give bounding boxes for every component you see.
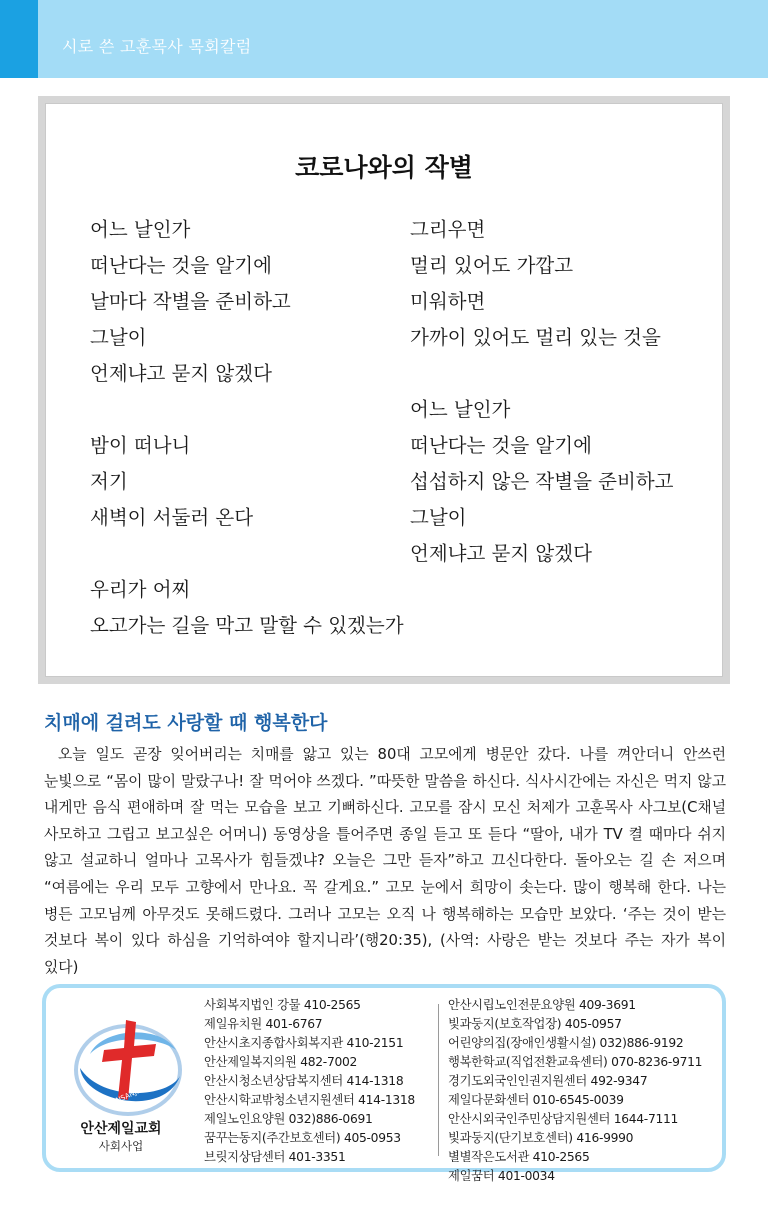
directory-entry: 빛과둥지(보호작업장) 405-0957 xyxy=(448,1017,622,1031)
directory-entry: 빛과둥지(단기보호센터) 416-9990 xyxy=(448,1131,634,1145)
poem-line: 오고가는 길을 막고 말할 수 있겠는가 xyxy=(90,614,404,637)
directory-left-list xyxy=(204,996,415,1167)
stanza-break xyxy=(90,392,404,428)
directory-divider xyxy=(438,1004,439,1156)
directory-entry: 제일유치원 401-6767 xyxy=(204,1017,323,1031)
poem-line: 떠난다는 것을 알기에 xyxy=(410,434,592,457)
directory-entry: 제일꿈터 401-0034 xyxy=(448,1169,555,1183)
poem-frame xyxy=(38,96,730,684)
church-logo-icon xyxy=(72,1014,190,1126)
directory-entry: 제일노인요양원 032)886-0691 xyxy=(204,1112,373,1126)
stanza-break xyxy=(90,536,404,572)
poem-line: 언제냐고 묻지 않겠다 xyxy=(90,362,272,385)
essay-body: 오늘 일도 곧장 잊어버리는 치매를 앓고 있는 80대 고모에게 병문안 갔다. 나를 껴안더니 안쓰런 눈빛으로 “몸이 많이 말랐구나! 잘 먹어야 쓰겠다. ”따뜻한 말씀을 하신다. 식사시간에는 자신은 먹지 않고 내게만 음식 편애하며 잘 먹는 모습을 보고 기뻐하신다. 고모를 잠시 모신 처제가 고훈목사 사그보(C채널 사모하고 그립고 보고싶은 어머니) 동영상을 틀어주면 종일 듣고 또 듣다 “딸아, 내가 TV 켤 때마다 쉬지 않고 설교하니 얼마나 고목사가 힘들겠냐? 오늘은 그만 듣자”하고 끄신다한다. 돌아오는 길 손 저으며 “여름에는 우리 모두 고향에서 만나요. 꼭 갈게요.” 고모 눈에서 희망이 솟는다. 많이 행복해 한다. 나는 병든 고모님께 아무것도 못해드렸다. 그러나 고모는 오직 나 행복해하는 모습만 보았다. ‘주는 것이 받는 것보다 복이 있다 하심을 기억하여야 할지니라’(행20:35), (사역: 사랑은 받는 것보다 주는 자가 복이 있다) xyxy=(44,746,726,976)
directory-entry: 안산시외국인주민상담지원센터 1644-7111 xyxy=(448,1112,679,1126)
church-subtitle: 사회사업 xyxy=(98,1139,144,1153)
directory-entry: 안산시청소년상담복지센터 414-1318 xyxy=(204,1074,404,1088)
directory-entry: 어린양의집(장애인생활시설) 032)886-9192 xyxy=(448,1036,684,1050)
column-series-title: 시로 쓴 고훈목사 목회칼럼 xyxy=(62,37,252,56)
directory-entry: 꿈꾸는동지(주간보호센터) 405-0953 xyxy=(204,1131,401,1145)
directory-entry: 브릿지상담센터 401-3351 xyxy=(204,1150,346,1164)
poem-line: 그날이 xyxy=(410,506,467,529)
directory-entry: 안산시초지종합사회복지관 410-2151 xyxy=(204,1036,404,1050)
directory-right-list xyxy=(448,996,702,1186)
poem-line: 떠난다는 것을 알기에 xyxy=(90,254,272,277)
poem-line: 섭섭하지 않은 작별을 준비하고 xyxy=(410,470,674,493)
poem-title: 코로나와의 작별 xyxy=(295,153,473,182)
poem-line: 우리가 어찌 xyxy=(90,578,191,601)
poem-line: 그날이 xyxy=(90,326,147,349)
directory-entry: 안산제일복지의원 482-7002 xyxy=(204,1055,358,1069)
header-accent-bar xyxy=(0,0,38,78)
directory-entry: 사회복지법인 강물 410-2565 xyxy=(204,998,361,1012)
directory-entry: 별별작은도서관 410-2565 xyxy=(448,1150,590,1164)
directory-entry: 안산시학교밖청소년지원센터 414-1318 xyxy=(204,1093,415,1107)
poem-line: 언제냐고 묻지 않겠다 xyxy=(410,542,592,565)
directory-entry: 행복한학교(직업전환교육센터) 070-8236-9711 xyxy=(448,1055,703,1069)
stanza-break xyxy=(410,356,673,392)
directory-entry: 제일다문화센터 010-6545-0039 xyxy=(448,1093,624,1107)
poem-line: 새벽이 서둘러 온다 xyxy=(90,506,254,529)
poem-line: 미워하면 xyxy=(410,290,486,313)
poem-line: 어느 날인가 xyxy=(90,218,191,241)
poem-left-column xyxy=(90,212,404,644)
poem-line: 가까이 있어도 멀리 있는 것을 xyxy=(410,326,661,349)
church-name: 안산제일교회 xyxy=(80,1121,162,1137)
poem-line: 어느 날인가 xyxy=(410,398,511,421)
logo-lettering: ANSANJEIL CHURCH xyxy=(110,1071,177,1107)
poem-line: 밤이 떠나니 xyxy=(90,434,191,457)
poem-panel xyxy=(45,103,723,677)
poem-right-column xyxy=(410,212,673,572)
poem-line: 멀리 있어도 가깝고 xyxy=(410,254,574,277)
poem-line: 그리우면 xyxy=(410,218,486,241)
directory-entry: 안산시립노인전문요양원 409-3691 xyxy=(448,998,636,1012)
church-logo-graphic xyxy=(72,1014,190,1126)
directory-entry: 경기도외국인인권지원센터 492-9347 xyxy=(448,1074,648,1088)
ministry-directory-box xyxy=(42,984,726,1183)
poem-line: 날마다 작별을 준비하고 xyxy=(90,290,291,313)
poem-line: 저기 xyxy=(90,470,128,493)
essay-heading: 치매에 걸려도 사랑할 때 행복한다 xyxy=(44,712,328,734)
